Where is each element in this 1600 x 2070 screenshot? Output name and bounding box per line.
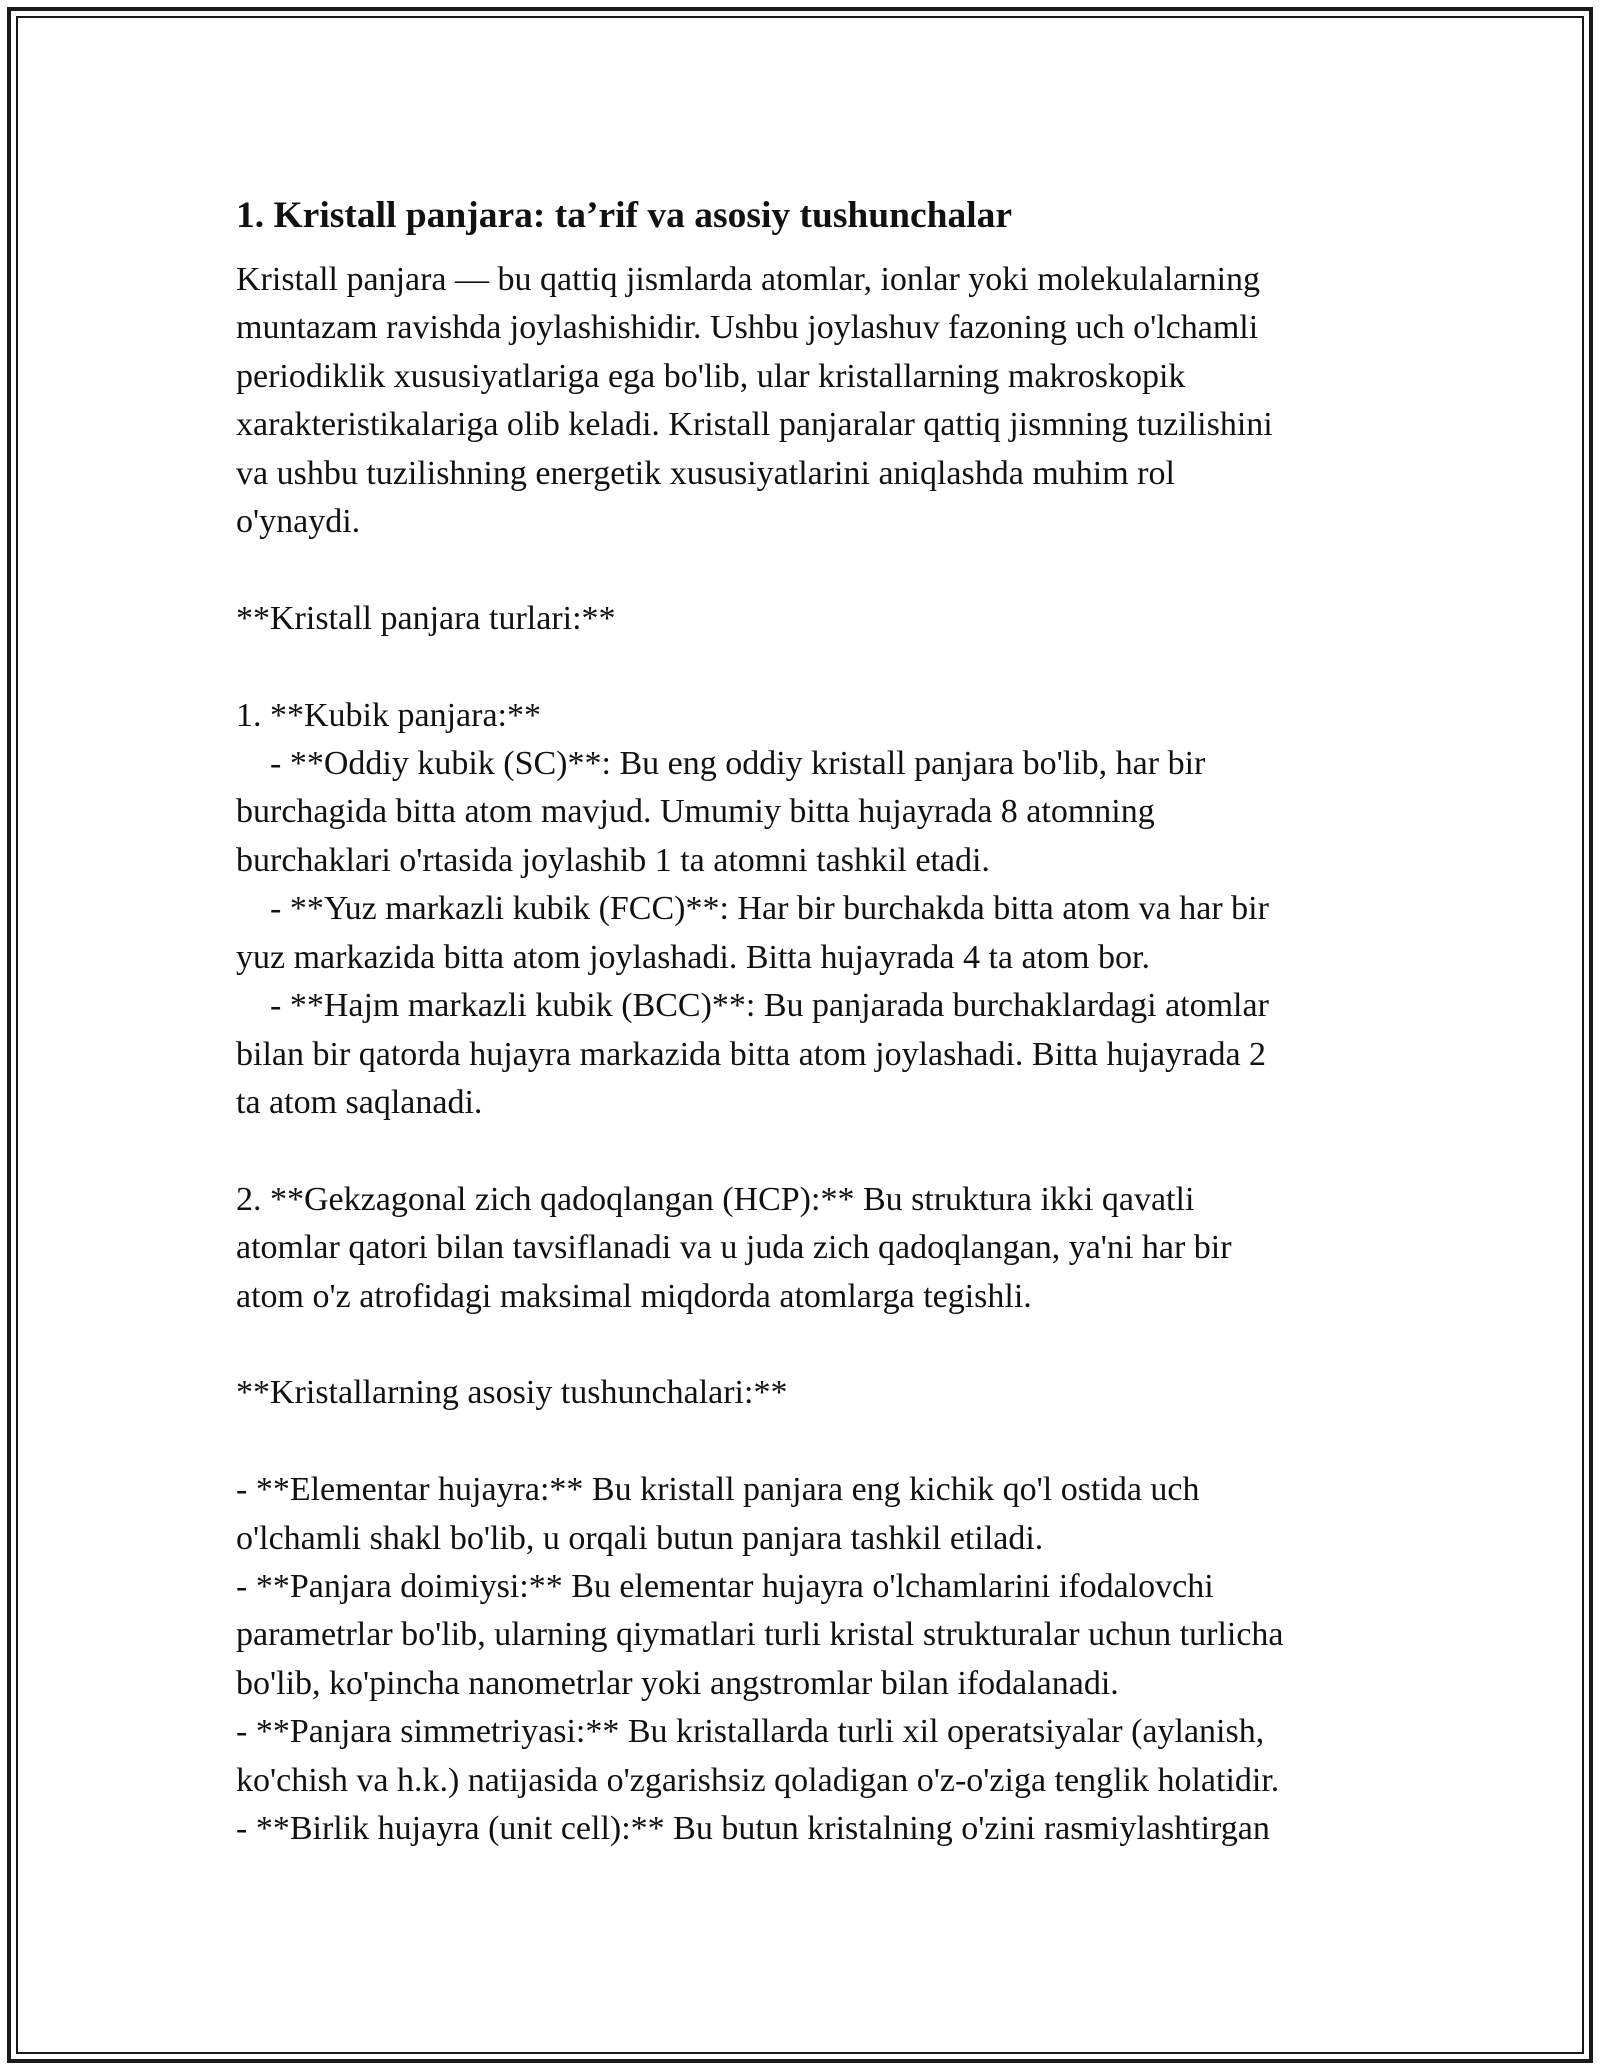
document-line: [236, 643, 1376, 691]
document-line: burchaklari o'rtasida joylashib 1 ta atomni tashkil etadi.: [236, 841, 990, 879]
document-line: xarakteristikalariga olib keladi. Kristall panjaralar qattiq jismning tuzilishini: [236, 406, 1273, 444]
title-spacer: [236, 246, 1376, 256]
document-line: atomlar qatori bilan tavsiflanadi va u juda zich qadoqlangan, ya'ni har bir: [236, 1229, 1232, 1267]
document-line: ta atom saqlanadi.: [236, 1083, 483, 1121]
document-line: - **Yuz markazli kubik (FCC)**: Har bir burchakda bitta atom va har bir: [236, 890, 1269, 928]
document-line: 2. **Gekzagonal zich qadoqlangan (HCP):** Bu struktura ikki qavatli: [236, 1180, 1195, 1218]
document-line: Kristall panjara — bu qattiq jismlarda atomlar, ionlar yoki molekulalarning: [236, 261, 1261, 298]
document-content: [236, 186, 1376, 1853]
document-line: - **Birlik hujayra (unit cell):** Bu butun kristalning o'zini rasmiylashtirgan: [236, 1810, 1270, 1847]
document-line: [236, 546, 1376, 594]
document-line: o'ynaydi.: [236, 503, 361, 541]
document-line: va ushbu tuzilishning energetik xususiyatlarini aniqlashda muhim rol: [236, 454, 1175, 492]
document-line: bo'lib, ko'pincha nanometrlar yoki angstromlar bilan ifodalanadi.: [236, 1664, 1119, 1702]
document-line: - **Hajm markazli kubik (BCC)**: Bu panjarada burchaklardagi atomlar: [236, 987, 1269, 1025]
document-title: 1. Kristall panjara: ta’rif va asosiy tushunchalar: [236, 195, 1013, 236]
document-line: - **Panjara doimiysi:** Bu elementar hujayra o'lchamlarini ifodalovchi: [236, 1567, 1214, 1605]
document-body: [236, 256, 1376, 1853]
document-line: o'lchamli shakl bo'lib, u orqali butun panjara tashkil etiladi.: [236, 1519, 1044, 1557]
document-line: - **Panjara simmetriyasi:** Bu kristallarda turli xil operatsiyalar (aylanish,: [236, 1713, 1265, 1751]
document-line: burchagida bitta atom mavjud. Umumiy bitta hujayrada 8 atomning: [236, 793, 1155, 831]
document-line: atom o'z atrofidagi maksimal miqdorda atomlarga tegishli.: [236, 1277, 1032, 1315]
document-line: [236, 1127, 1376, 1175]
document-line: ko'chish va h.k.) natijasida o'zgarishsiz qoladigan o'z-o'ziga tenglik holatidir.: [236, 1761, 1280, 1799]
document-line: parametrlar bo'lib, ularning qiymatlari turli kristal strukturalar uchun turlicha: [236, 1616, 1284, 1654]
document-line: - **Oddiy kubik (SC)**: Bu eng oddiy kristall panjara bo'lib, har bir: [236, 745, 1206, 783]
document-line: 1. **Kubik panjara:**: [236, 696, 541, 734]
document-line: - **Elementar hujayra:** Bu kristall panjara eng kichik qo'l ostida uch: [236, 1471, 1200, 1509]
document-line: bilan bir qatorda hujayra markazida bitta atom joylashadi. Bitta hujayrada 2: [236, 1035, 1267, 1073]
document-line: **Kristallarning asosiy tushunchalari:**: [236, 1374, 788, 1412]
document-line: [236, 1418, 1376, 1466]
document-line: [236, 1321, 1376, 1369]
document-line: yuz markazida bitta atom joylashadi. Bitta hujayrada 4 ta atom bor.: [236, 938, 1150, 976]
document-line: periodiklik xususiyatlariga ega bo'lib, ular kristallarning makroskopik: [236, 357, 1186, 395]
document-line: muntazam ravishda joylashishidir. Ushbu joylashuv fazoning uch o'lchamli: [236, 309, 1259, 347]
document-line: **Kristall panjara turlari:**: [236, 599, 616, 637]
